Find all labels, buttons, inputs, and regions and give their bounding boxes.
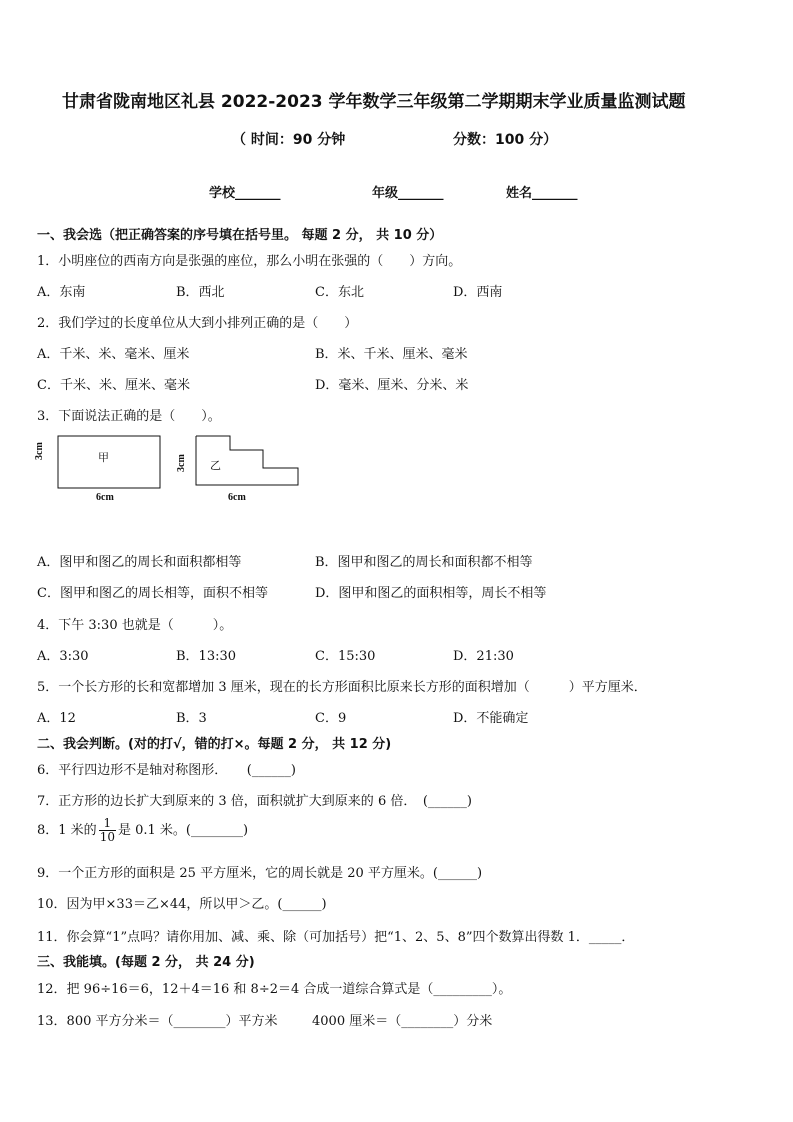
q3-option-c: C．图甲和图乙的周长相等，面积不相等: [37, 586, 268, 601]
q4-option-c: C．15:30: [315, 649, 376, 664]
figure-yi-width: 6cm: [228, 492, 246, 503]
q2-option-c: C．千米、米、厘米、毫米: [37, 378, 190, 393]
figure-yi-height: 3cm: [176, 454, 187, 472]
question-9: 9．一个正方形的面积是 25 平方厘米，它的周长就是 20 平方厘米。(______): [37, 866, 483, 881]
section-2-heading: 二、我会判断。(对的打√，错的打×。每题 2 分， 共 12 分): [37, 737, 392, 752]
name-field: 姓名_______: [506, 186, 578, 201]
q3-option-d: D．图甲和图乙的面积相等，周长不相等: [315, 586, 547, 601]
q1-option-d: D．西南: [453, 285, 503, 300]
q8-prefix: 8．1 米的: [37, 823, 97, 838]
question-2: 2．我们学过的长度单位从大到小排列正确的是（ ）: [37, 316, 358, 331]
question-13-part-2: 4000 厘米＝（________）分米: [312, 1014, 493, 1029]
q1-option-c: C．东北: [315, 285, 364, 300]
exam-time: （ 时间：90 分钟: [232, 132, 346, 148]
q3-option-b: B．图甲和图乙的周长和面积都不相等: [315, 555, 533, 570]
q8-suffix: 是 0.1 米。(________): [117, 823, 249, 838]
q5-option-d: D．不能确定: [453, 711, 529, 726]
q2-option-a: A．千米、米、毫米、厘米: [37, 347, 190, 362]
q5-option-c: C．9: [315, 711, 347, 726]
page-title: 甘肃省陇南地区礼县 2022-2023 学年数学三年级第二学期期末学业质量监测试题: [62, 92, 686, 112]
q4-option-b: B．13:30: [176, 649, 237, 664]
q3-figure: [36, 428, 306, 508]
figure-jia-width: 6cm: [96, 492, 114, 503]
q4-option-a: A．3:30: [37, 649, 89, 664]
q5-option-b: B．3: [176, 711, 207, 726]
q4-option-d: D．21:30: [453, 649, 514, 664]
question-5: 5．一个长方形的长和宽都增加 3 厘米，现在的长方形面积比原来长方形的面积增加（ ）平方厘米．: [37, 680, 647, 695]
question-6: 6．平行四边形不是轴对称图形． (______): [37, 763, 296, 778]
section-3-heading: 三、我能填。(每题 2 分， 共 24 分): [37, 955, 255, 970]
question-1: 1．小明座位的西南方向是张强的座位，那么小明在张强的（ ）方向。: [37, 254, 462, 269]
q2-option-d: D．毫米、厘米、分米、米: [315, 378, 469, 393]
q5-option-a: A．12: [37, 711, 76, 726]
question-8: [37, 817, 248, 844]
question-10: 10．因为甲×33＝乙×44，所以甲＞乙。(______): [37, 897, 327, 912]
fraction-numerator: 1: [99, 817, 116, 831]
question-3: 3．下面说法正确的是（ ）。: [37, 409, 221, 424]
figure-jia-rectangle: [58, 436, 160, 488]
question-11: 11．你会算“1”点吗？请你用加、减、乘、除（可加括号）把“1、2、5、8”四个数算出得数 1．_____．: [37, 930, 635, 945]
fraction-one-tenth: [99, 817, 116, 844]
q1-option-a: A．东南: [37, 285, 86, 300]
figure-jia-label: 甲: [98, 451, 109, 464]
figure-yi-label: 乙: [210, 459, 221, 472]
q1-option-b: B．西北: [176, 285, 225, 300]
question-12: 12．把 96÷16＝6，12＋4＝16 和 8÷2＝4 合成一道综合算式是（_________）。: [37, 982, 512, 997]
school-field: 学校_______: [209, 186, 281, 201]
grade-field: 年级_______: [372, 186, 444, 201]
section-1-heading: 一、我会选（把正确答案的序号填在括号里。 每题 2 分， 共 10 分）: [37, 228, 443, 243]
question-13-part-1: 13．800 平方分米＝（________）平方米: [37, 1014, 278, 1029]
exam-score: 分数：100 分）: [453, 132, 558, 148]
figure-jia-height: 3cm: [34, 442, 45, 460]
q2-option-b: B．米、千米、厘米、毫米: [315, 347, 468, 362]
question-4: 4．下午 3:30 也就是（ ）。: [37, 618, 233, 633]
fraction-denominator: 10: [99, 830, 115, 844]
question-7: 7．正方形的边长扩大到原来的 3 倍，面积就扩大到原来的 6 倍． (______): [37, 794, 472, 809]
q3-option-a: A．图甲和图乙的周长和面积都相等: [37, 555, 242, 570]
